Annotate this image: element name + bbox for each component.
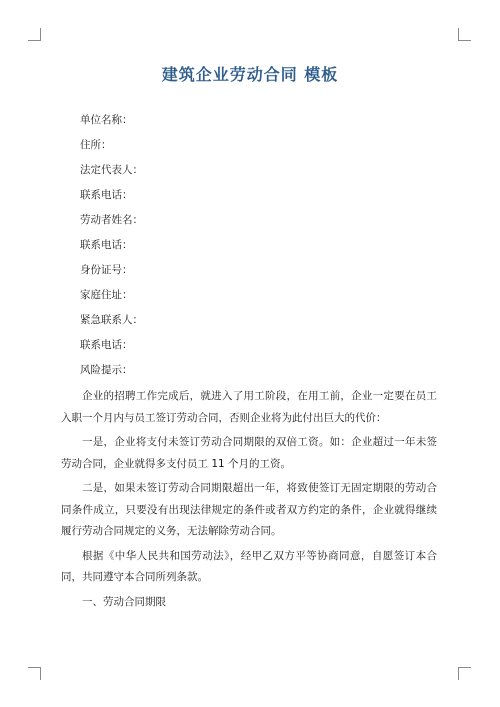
field-home-address: 家庭住址：	[80, 289, 133, 301]
paragraph-open-ended-contract: 二是，如果未签订劳动合同期限超出一年，将致使签订无固定期限的劳动合同条件成立，只要没有出现法律规定的条件或者双方约定的条件，企业就得继续履行劳动合同规定的义务，无法解除劳动合同。	[61, 482, 437, 537]
crop-mark-top-left	[28, 28, 41, 41]
paragraph-intro: 企业的招聘工作完成后，就进入了用工阶段，在用工前，企业一定要在员工入职一个月内与员工签订劳动合同，否则企业将为此付出巨大的代价：	[61, 390, 437, 424]
crop-mark-bottom-right	[458, 667, 471, 680]
field-risk-notice: 风险提示：	[80, 364, 133, 376]
paragraph-double-wages: 一是，企业将支付未签订劳动合同期限的双倍工资。如：企业超过一年未签劳动合同，企业就得多支付员工 11 个月的工资。	[61, 436, 437, 470]
crop-mark-top-right	[458, 28, 471, 41]
crop-mark-bottom-left	[28, 667, 41, 680]
section-heading-contract-term: 一、劳动合同期限	[82, 595, 166, 608]
field-id-number: 身份证号：	[80, 264, 133, 276]
field-employer-phone: 联系电话：	[80, 189, 133, 201]
field-employer-address: 住所：	[80, 139, 112, 151]
field-employer-name: 单位名称：	[80, 114, 133, 126]
field-employee-phone: 联系电话：	[80, 239, 133, 251]
contract-fields-list	[80, 111, 143, 386]
field-legal-representative: 法定代表人：	[80, 164, 143, 176]
field-employee-name: 劳动者姓名：	[80, 214, 143, 226]
paragraph-legal-basis: 根据《中华人民共和国劳动法》，经甲乙双方平等协商同意，自愿签订本合同，共同遵守本合同所列条款。	[61, 549, 437, 583]
field-emergency-phone: 联系电话：	[80, 339, 133, 351]
contract-body	[61, 386, 437, 616]
document-title: 建筑企业劳动合同 模板	[161, 65, 339, 84]
field-emergency-contact: 紧急联系人：	[80, 314, 143, 326]
